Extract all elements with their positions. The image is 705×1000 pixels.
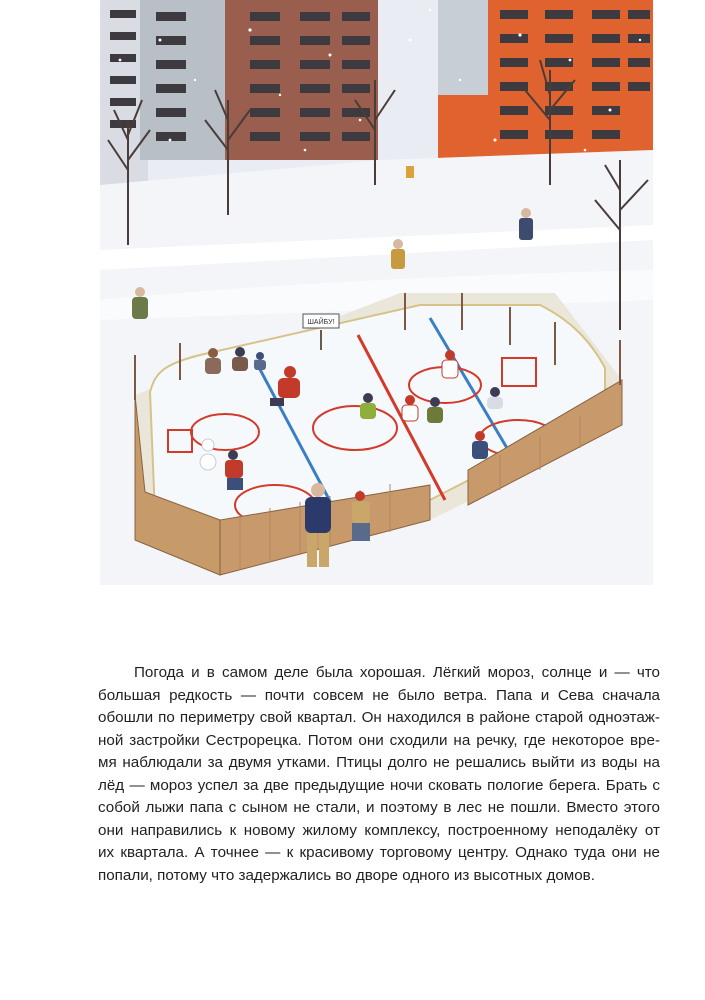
- story-line: мя наблюдали за двумя утками. Птицы долго не решались выйти из воды на: [98, 754, 660, 771]
- story-line: попали, потому что задержались во дворе одного из высотных домов.: [98, 866, 595, 884]
- story-line: ной застройки Сестрорецка. Потом они сходили на речку, где некоторое вре-: [98, 731, 660, 749]
- story-line: они направились к новому жилому комплексу, построенному неподалёку от: [98, 821, 660, 839]
- story-line: лёд — мороз успел за две предыдущие ночи сковать пологие берега. Брать с: [98, 776, 660, 794]
- story-line: Погода и в самом деле была хорошая. Лёгкий мороз, солнце и — что: [134, 664, 660, 681]
- winter-hockey-rink-illustration: [100, 0, 653, 585]
- story-line: собой лыжи папа с сыном не стали, и поэтому в лес не пошли. Вместо этого: [98, 799, 660, 816]
- story-line: большая редкость — почти совсем не было ветра. Папа и Сева сначала: [98, 686, 660, 704]
- story-paragraph: [98, 662, 660, 887]
- right-apartment-building: [438, 0, 653, 175]
- sign-text: ШАЙБУ!: [307, 319, 335, 326]
- left-apartment-building: [100, 0, 378, 185]
- story-line: их квартала. А точнее — к красивому торговому центру. Однако туда они не: [98, 844, 660, 861]
- story-line: обошли по периметру свой квартал. Он находился в районе старой одноэтаж-: [98, 709, 660, 726]
